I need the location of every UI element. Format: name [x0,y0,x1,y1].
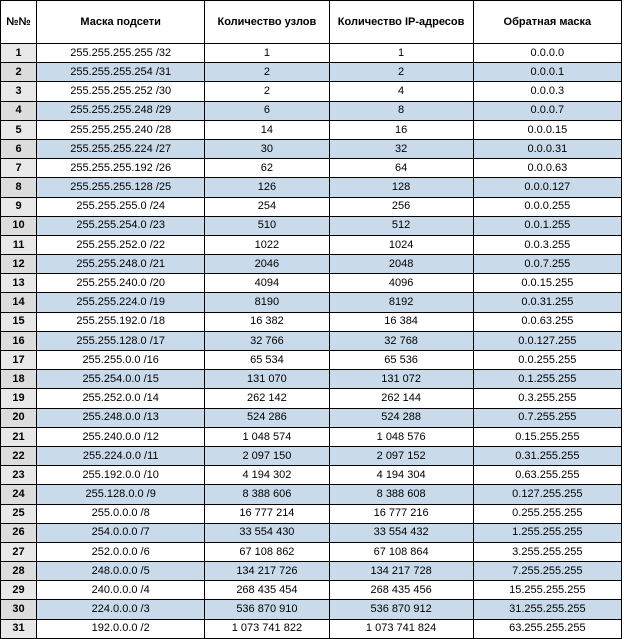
row-index: 4 [1,101,37,120]
table-row [1,427,622,446]
subnet-mask: 255.255.240.0 /20 [37,274,205,293]
subnet-mask: 255.252.0.0 /14 [37,389,205,408]
row-index: 23 [1,466,37,485]
row-index: 26 [1,523,37,542]
host-count: 6 [205,101,329,120]
subnet-mask: 255.255.248.0 /21 [37,255,205,274]
host-count: 16 382 [205,312,329,331]
ip-count: 8 388 608 [329,485,473,504]
ip-count: 1 [329,44,473,63]
host-count: 2 097 150 [205,446,329,465]
ip-count: 8 [329,101,473,120]
row-index: 19 [1,389,37,408]
host-count: 2046 [205,255,329,274]
host-count: 16 777 214 [205,504,329,523]
wildcard-mask: 0.31.255.255 [473,446,621,465]
row-index: 30 [1,600,37,619]
host-count: 536 870 910 [205,600,329,619]
column-header-number: №№ [1,1,37,44]
host-count: 131 070 [205,370,329,389]
subnet-mask: 255.224.0.0 /11 [37,446,205,465]
host-count: 1 [205,44,329,63]
row-index: 8 [1,178,37,197]
host-count: 254 [205,197,329,216]
column-header-subnet-mask: Маска подсети [37,1,205,44]
row-index: 10 [1,216,37,235]
wildcard-mask: 0.63.255.255 [473,466,621,485]
subnet-mask: 240.0.0.0 /4 [37,581,205,600]
host-count: 8190 [205,293,329,312]
table-row [1,82,622,101]
table-row [1,389,622,408]
table-row [1,331,622,350]
ip-count: 262 144 [329,389,473,408]
table-row [1,293,622,312]
wildcard-mask: 1.255.255.255 [473,523,621,542]
host-count: 30 [205,139,329,158]
table-row [1,370,622,389]
wildcard-mask: 0.0.1.255 [473,216,621,235]
host-count: 268 435 454 [205,581,329,600]
wildcard-mask: 0.0.3.255 [473,235,621,254]
table-row [1,101,622,120]
host-count: 1022 [205,235,329,254]
host-count: 14 [205,120,329,139]
column-header-ip-count: Количество IP-адресов [329,1,473,44]
wildcard-mask: 0.0.0.127 [473,178,621,197]
subnet-mask: 255.255.255.224 /27 [37,139,205,158]
ip-count: 32 [329,139,473,158]
row-index: 9 [1,197,37,216]
wildcard-mask: 0.0.63.255 [473,312,621,331]
host-count: 2 [205,63,329,82]
wildcard-mask: 0.0.0.3 [473,82,621,101]
table-row [1,408,622,427]
wildcard-mask: 0.0.15.255 [473,274,621,293]
ip-count: 268 435 456 [329,581,473,600]
row-index: 18 [1,370,37,389]
table-row [1,523,622,542]
host-count: 134 217 726 [205,562,329,581]
wildcard-mask: 0.0.255.255 [473,351,621,370]
host-count: 65 534 [205,351,329,370]
table-row [1,581,622,600]
host-count: 62 [205,159,329,178]
wildcard-mask: 31.255.255.255 [473,600,621,619]
wildcard-mask: 0.255.255.255 [473,504,621,523]
row-index: 17 [1,351,37,370]
table-row [1,351,622,370]
ip-count: 134 217 728 [329,562,473,581]
table-row [1,446,622,465]
subnet-mask: 255.255.255.248 /29 [37,101,205,120]
row-index: 22 [1,446,37,465]
table-row [1,600,622,619]
table-row [1,562,622,581]
subnet-mask: 255.255.255.192 /26 [37,159,205,178]
table-row [1,542,622,561]
row-index: 1 [1,44,37,63]
subnet-mask: 255.255.254.0 /23 [37,216,205,235]
wildcard-mask: 15.255.255.255 [473,581,621,600]
host-count: 2 [205,82,329,101]
ip-count: 2048 [329,255,473,274]
table-header [1,1,622,44]
wildcard-mask: 0.0.31.255 [473,293,621,312]
subnet-mask: 254.0.0.0 /7 [37,523,205,542]
ip-count: 65 536 [329,351,473,370]
wildcard-mask: 63.255.255.255 [473,619,621,638]
ip-count: 2 097 152 [329,446,473,465]
row-index: 29 [1,581,37,600]
row-index: 28 [1,562,37,581]
subnet-mask: 224.0.0.0 /3 [37,600,205,619]
ip-count: 1024 [329,235,473,254]
wildcard-mask: 0.0.0.15 [473,120,621,139]
subnet-mask: 255.255.255.252 /30 [37,82,205,101]
ip-count: 16 384 [329,312,473,331]
subnet-mask: 255.0.0.0 /8 [37,504,205,523]
ip-count: 524 288 [329,408,473,427]
host-count: 4 194 302 [205,466,329,485]
ip-count: 4096 [329,274,473,293]
ip-count: 67 108 864 [329,542,473,561]
row-index: 5 [1,120,37,139]
subnet-mask: 255.248.0.0 /13 [37,408,205,427]
host-count: 262 142 [205,389,329,408]
row-index: 16 [1,331,37,350]
ip-count: 128 [329,178,473,197]
row-index: 27 [1,542,37,561]
host-count: 32 766 [205,331,329,350]
row-index: 2 [1,63,37,82]
table-row [1,63,622,82]
table-row [1,235,622,254]
table-row [1,197,622,216]
wildcard-mask: 0.127.255.255 [473,485,621,504]
row-index: 21 [1,427,37,446]
row-index: 15 [1,312,37,331]
subnet-mask: 255.240.0.0 /12 [37,427,205,446]
host-count: 1 073 741 822 [205,619,329,638]
ip-count: 512 [329,216,473,235]
ip-count: 64 [329,159,473,178]
ip-count: 16 777 216 [329,504,473,523]
subnet-mask: 255.255.255.254 /31 [37,63,205,82]
wildcard-mask: 0.3.255.255 [473,389,621,408]
ip-count: 1 073 741 824 [329,619,473,638]
table-row [1,504,622,523]
table-row [1,312,622,331]
subnet-mask: 255.255.128.0 /17 [37,331,205,350]
ip-count: 16 [329,120,473,139]
wildcard-mask: 0.15.255.255 [473,427,621,446]
table-row [1,485,622,504]
wildcard-mask: 0.0.0.31 [473,139,621,158]
host-count: 67 108 862 [205,542,329,561]
row-index: 31 [1,619,37,638]
host-count: 1 048 574 [205,427,329,446]
row-index: 13 [1,274,37,293]
ip-count: 4 [329,82,473,101]
row-index: 12 [1,255,37,274]
table-row [1,619,622,638]
row-index: 3 [1,82,37,101]
subnet-mask: 255.255.255.255 /32 [37,44,205,63]
table-row [1,255,622,274]
wildcard-mask: 0.0.0.7 [473,101,621,120]
column-header-host-count: Количество узлов [205,1,329,44]
ip-count: 256 [329,197,473,216]
row-index: 25 [1,504,37,523]
wildcard-mask: 0.0.0.255 [473,197,621,216]
subnet-mask: 255.255.255.128 /25 [37,178,205,197]
ip-count: 536 870 912 [329,600,473,619]
ip-count: 32 768 [329,331,473,350]
row-index: 14 [1,293,37,312]
host-count: 510 [205,216,329,235]
table-header-row [1,1,622,44]
subnet-mask: 248.0.0.0 /5 [37,562,205,581]
row-index: 6 [1,139,37,158]
ip-count: 2 [329,63,473,82]
table-row [1,178,622,197]
table-body [1,44,622,639]
host-count: 4094 [205,274,329,293]
wildcard-mask: 0.0.0.0 [473,44,621,63]
table-row [1,120,622,139]
host-count: 33 554 430 [205,523,329,542]
table-row [1,274,622,293]
wildcard-mask: 0.7.255.255 [473,408,621,427]
ip-count: 1 048 576 [329,427,473,446]
subnet-mask: 255.254.0.0 /15 [37,370,205,389]
column-header-wildcard-mask: Обратная маска [473,1,621,44]
wildcard-mask: 0.0.127.255 [473,331,621,350]
wildcard-mask: 0.0.0.63 [473,159,621,178]
subnet-mask: 255.255.224.0 /19 [37,293,205,312]
subnet-mask: 252.0.0.0 /6 [37,542,205,561]
host-count: 524 286 [205,408,329,427]
wildcard-mask: 0.1.255.255 [473,370,621,389]
ip-count: 8192 [329,293,473,312]
subnet-mask: 255.128.0.0 /9 [37,485,205,504]
subnet-mask: 255.255.0.0 /16 [37,351,205,370]
row-index: 20 [1,408,37,427]
table-row [1,159,622,178]
wildcard-mask: 0.0.0.1 [473,63,621,82]
ip-count: 131 072 [329,370,473,389]
table-row [1,139,622,158]
host-count: 126 [205,178,329,197]
subnet-mask: 255.255.255.0 /24 [37,197,205,216]
table-row [1,44,622,63]
host-count: 8 388 606 [205,485,329,504]
row-index: 7 [1,159,37,178]
subnet-mask: 255.255.252.0 /22 [37,235,205,254]
wildcard-mask: 3.255.255.255 [473,542,621,561]
subnet-mask: 255.255.255.240 /28 [37,120,205,139]
table-row [1,216,622,235]
subnet-mask: 255.255.192.0 /18 [37,312,205,331]
ip-count: 33 554 432 [329,523,473,542]
wildcard-mask: 7.255.255.255 [473,562,621,581]
subnet-mask: 255.192.0.0 /10 [37,466,205,485]
row-index: 11 [1,235,37,254]
ip-count: 4 194 304 [329,466,473,485]
row-index: 24 [1,485,37,504]
subnet-mask: 192.0.0.0 /2 [37,619,205,638]
table-row [1,466,622,485]
wildcard-mask: 0.0.7.255 [473,255,621,274]
